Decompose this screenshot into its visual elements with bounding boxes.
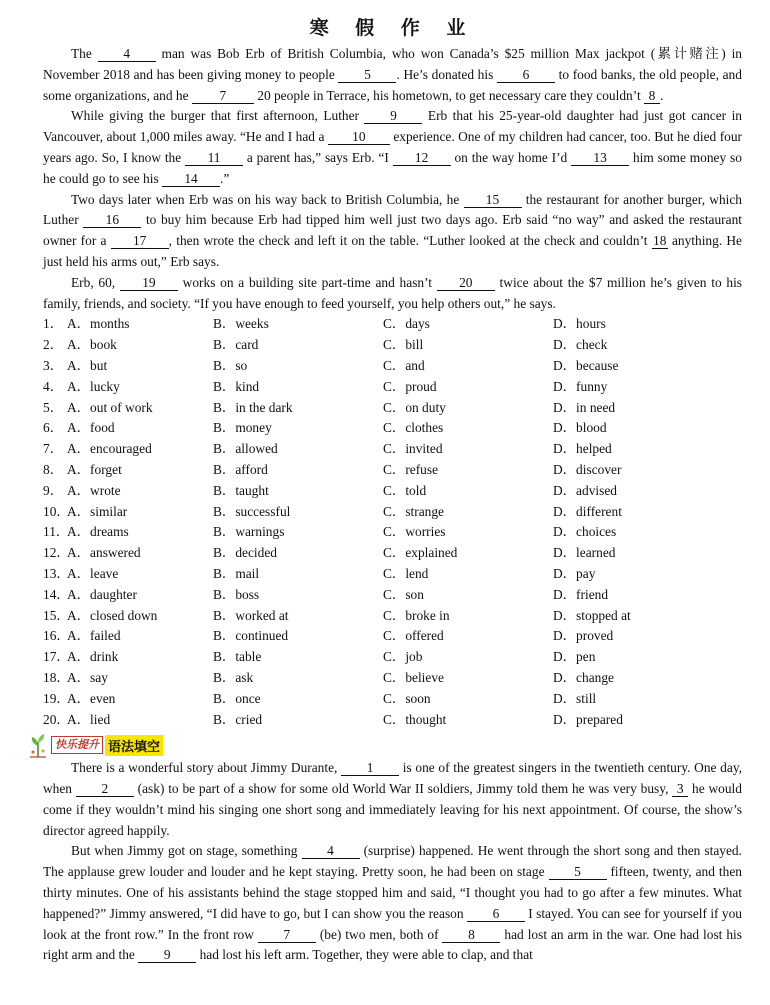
option-c: C．bill <box>383 337 424 353</box>
option-b: B．continued <box>213 628 289 644</box>
question-number: 5． <box>43 399 64 415</box>
option-c: C．days <box>383 316 430 332</box>
blank-10: 10 <box>328 130 390 145</box>
option-a: A．say <box>67 669 108 685</box>
option-row <box>43 439 742 460</box>
question-number: 10． <box>43 503 70 519</box>
option-row <box>43 543 742 564</box>
cloze-paragraph-1: The 4 man was Bob Erb of British Columbia, who won Canada’s $25 million Max jackpot (累计赌注) in November 2018 and has been giving money to people 5 . He’s donated his 6 to food banks, the old people, and some organizations, and he 7 20 people in Terrace, his hometown, to get necessary care they couldn’t 8 . <box>43 46 742 103</box>
question-number: 14． <box>43 586 70 602</box>
option-d: D．pen <box>553 649 596 665</box>
option-c: C．worries <box>383 524 446 540</box>
option-row <box>43 647 742 668</box>
question-number: 6． <box>43 420 64 436</box>
blank-11: 11 <box>185 151 243 166</box>
option-row <box>43 460 742 481</box>
question-number: 3． <box>43 357 64 373</box>
question-number: 20． <box>43 711 70 727</box>
option-c: C．son <box>383 586 424 602</box>
question-number: 17． <box>43 649 70 665</box>
option-d: D．different <box>553 503 622 519</box>
option-b: B．afford <box>213 461 268 477</box>
option-row <box>43 502 742 523</box>
grammar-blank-7: 7 <box>258 928 316 943</box>
option-row <box>43 481 742 502</box>
cloze-paragraph-3: Two days later when Erb was on his way back to British Columbia, he 15 the restaurant for another burger, which Luther 16 to buy him because Erb had tipped him well just two days ago. Erb said “no way” and asked the restaurant owner for a 17 , then wrote the check and left it on the table. “Luther looked at the check and couldn’t 18 anything. He just held his arms out,” Erb says. <box>43 191 743 269</box>
grammar-blank-8: 8 <box>442 928 500 943</box>
option-c: C．on duty <box>383 399 446 415</box>
option-b: B．boss <box>213 586 260 602</box>
option-b: B．allowed <box>213 441 278 457</box>
option-a: A．lucky <box>67 378 120 394</box>
option-d: D．blood <box>553 420 607 436</box>
option-row <box>43 522 742 543</box>
question-number: 16． <box>43 628 70 644</box>
question-number: 12． <box>43 545 70 561</box>
option-row <box>43 356 742 377</box>
option-row <box>43 585 742 606</box>
option-a: A．even <box>67 690 116 706</box>
question-number: 18． <box>43 669 70 685</box>
blank-7: 7 <box>192 89 254 104</box>
option-a: A．answered <box>67 545 141 561</box>
question-number: 13． <box>43 565 70 581</box>
option-a: A．drink <box>67 649 119 665</box>
blank-5: 5 <box>338 68 396 83</box>
option-c: C．told <box>383 482 427 498</box>
option-d: D．check <box>553 337 608 353</box>
grammar-blank-1: 1 <box>341 761 399 776</box>
option-a: A．leave <box>67 565 119 581</box>
blank-4: 4 <box>98 47 156 62</box>
option-d: D．learned <box>553 545 616 561</box>
option-a: A．food <box>67 420 115 436</box>
option-a: A．closed down <box>67 607 158 623</box>
option-c: C．believe <box>383 669 444 685</box>
option-row <box>43 564 742 585</box>
option-d: D．advised <box>553 482 617 498</box>
blank-19: 19 <box>120 276 178 291</box>
option-c: C．invited <box>383 441 443 457</box>
grammar-blank-4: 4 <box>302 844 360 859</box>
option-c: C．lend <box>383 565 429 581</box>
option-b: B．worked at <box>213 607 289 623</box>
option-row <box>43 335 742 356</box>
option-c: C．clothes <box>383 420 444 436</box>
option-b: B．cried <box>213 711 263 727</box>
option-d: D．prepared <box>553 711 623 727</box>
option-row <box>43 710 742 731</box>
grammar-blank-9: 9 <box>138 948 196 963</box>
option-a: A．forget <box>67 461 122 477</box>
option-row <box>43 314 742 335</box>
options-list <box>43 314 742 730</box>
cloze-paragraph-4: Erb, 60, 19 works on a building site part-time and hasn’t 20 twice about the $7 million he’s given to his family, friends, and society. “If you have enough to feed yourself, you help others out,” he says. <box>43 274 742 311</box>
option-b: B．in the dark <box>213 399 293 415</box>
option-c: C．strange <box>383 503 444 519</box>
option-c: C．explained <box>383 545 458 561</box>
option-b: B．once <box>213 690 261 706</box>
option-b: B．money <box>213 420 272 436</box>
option-d: D．still <box>553 690 597 706</box>
option-d: D．change <box>553 669 614 685</box>
option-c: C．job <box>383 649 423 665</box>
option-c: C．and <box>383 357 425 373</box>
option-a: A．similar <box>67 503 128 519</box>
question-number: 8． <box>43 461 64 477</box>
grammar-blank-3: 3 <box>672 782 688 797</box>
option-a: A．failed <box>67 628 121 644</box>
option-a: A．months <box>67 316 130 332</box>
option-a: A．but <box>67 357 108 373</box>
option-a: A．daughter <box>67 586 137 602</box>
option-b: B．mail <box>213 565 260 581</box>
option-row <box>43 418 742 439</box>
option-d: D．because <box>553 357 619 373</box>
blank-17: 17 <box>111 234 169 249</box>
question-number: 15． <box>43 607 70 623</box>
blank-18: 18 <box>653 233 667 249</box>
option-d: D．friend <box>553 586 609 602</box>
grammar-paragraph-1: There is a wonderful story about Jimmy Durante, 1 is one of the greatest singers in the twentieth century. One day, when 2 (ask) to be part of a show for some old World War II soldiers, Jimmy told them he was very busy, 3 he would come if they wouldn’t mind his singing one short song and immediately leaving for his next appointment. Of course, the show’s director agreed happily. <box>43 760 742 838</box>
option-b: B．warnings <box>213 524 285 540</box>
option-d: D．helped <box>553 441 612 457</box>
question-number: 19． <box>43 690 70 706</box>
blank-15: 15 <box>464 193 522 208</box>
option-d: D．pay <box>553 565 596 581</box>
page-title: 寒 假 作 业 <box>309 17 476 39</box>
section-header <box>27 732 742 758</box>
option-b: B．table <box>213 649 262 665</box>
option-row <box>43 398 742 419</box>
question-number: 2． <box>43 337 64 353</box>
option-c: C．proud <box>383 378 437 394</box>
option-a: A．wrote <box>67 482 121 498</box>
option-c: C．broke in <box>383 607 450 623</box>
blank-14: 14 <box>162 172 220 187</box>
blank-9: 9 <box>364 109 422 124</box>
sprout-icon <box>27 732 49 758</box>
cloze-paragraph-2: While giving the burger that first afternoon, Luther 9 Erb that his 25-year-old daughter had just got cancer in Vancouver, about 1,000 miles away. “He and I had a 10 experience. One of my children had cancer, too. But he died four years ago. So, I know the 11 a parent has,” says Erb. “I 12 on the way home I’d 13 him some money so he could go to see his 14 .” <box>43 108 742 186</box>
section-title: 语法填空 <box>105 735 163 756</box>
blank-20: 20 <box>437 276 495 291</box>
option-b: B．kind <box>213 378 260 394</box>
grammar-blank-2: 2 <box>76 782 134 797</box>
option-row <box>43 626 742 647</box>
option-d: D．in need <box>553 399 616 415</box>
option-c: C．refuse <box>383 461 439 477</box>
blank-6: 6 <box>497 68 555 83</box>
option-a: A．dreams <box>67 524 129 540</box>
option-row <box>43 689 742 710</box>
option-a: A．encouraged <box>67 441 152 457</box>
option-b: B．decided <box>213 545 277 561</box>
option-row <box>43 377 742 398</box>
option-row <box>43 668 742 689</box>
question-number: 1． <box>43 316 64 332</box>
question-number: 11． <box>43 524 70 540</box>
option-b: B．card <box>213 337 259 353</box>
option-b: B．weeks <box>213 316 269 332</box>
blank-16: 16 <box>83 213 141 228</box>
option-a: A．book <box>67 337 117 353</box>
question-number: 9． <box>43 482 64 498</box>
section-badge: 快乐提升 <box>51 736 103 754</box>
grammar-paragraph-2: But when Jimmy got on stage, something 4 (surprise) happened. He went through the short song and then stayed. The applause grew louder and louder and he kept staying. Pretty soon, he had been on stage 5 fifteen, twenty, and then thirty minutes. One of his assistants behind the stage stopped him and said, “I thought you had to go after a few minutes. What happened?” Jimmy answered, “I did have to go, but I can show you the reason 6 I stayed. You can see for yourself if you look at the front row.” In the front row 7 (be) two men, both of 8 had lost an arm in the war. One had lost his right arm and the 9 had lost his left arm. Together, they were able to clap, and that <box>43 843 742 963</box>
option-d: D．stopped at <box>553 607 631 623</box>
option-c: C．soon <box>383 690 431 706</box>
question-number: 7． <box>43 441 64 457</box>
option-a: A．lied <box>67 711 111 727</box>
question-number: 4． <box>43 378 64 394</box>
option-row <box>43 606 742 627</box>
option-b: B．successful <box>213 503 291 519</box>
option-d: D．hours <box>553 316 606 332</box>
option-d: D．proved <box>553 628 614 644</box>
option-b: B．taught <box>213 482 269 498</box>
option-c: C．thought <box>383 711 447 727</box>
grammar-blank-5: 5 <box>549 865 607 880</box>
option-d: D．choices <box>553 524 617 540</box>
option-a: A．out of work <box>67 399 153 415</box>
blank-13: 13 <box>571 151 629 166</box>
option-b: B．so <box>213 357 248 373</box>
blank-8: 8 <box>644 89 660 104</box>
option-d: D．discover <box>553 461 622 477</box>
option-d: D．funny <box>553 378 608 394</box>
option-b: B．ask <box>213 669 254 685</box>
option-c: C．offered <box>383 628 444 644</box>
grammar-blank-6: 6 <box>467 907 525 922</box>
blank-12: 12 <box>393 151 451 166</box>
